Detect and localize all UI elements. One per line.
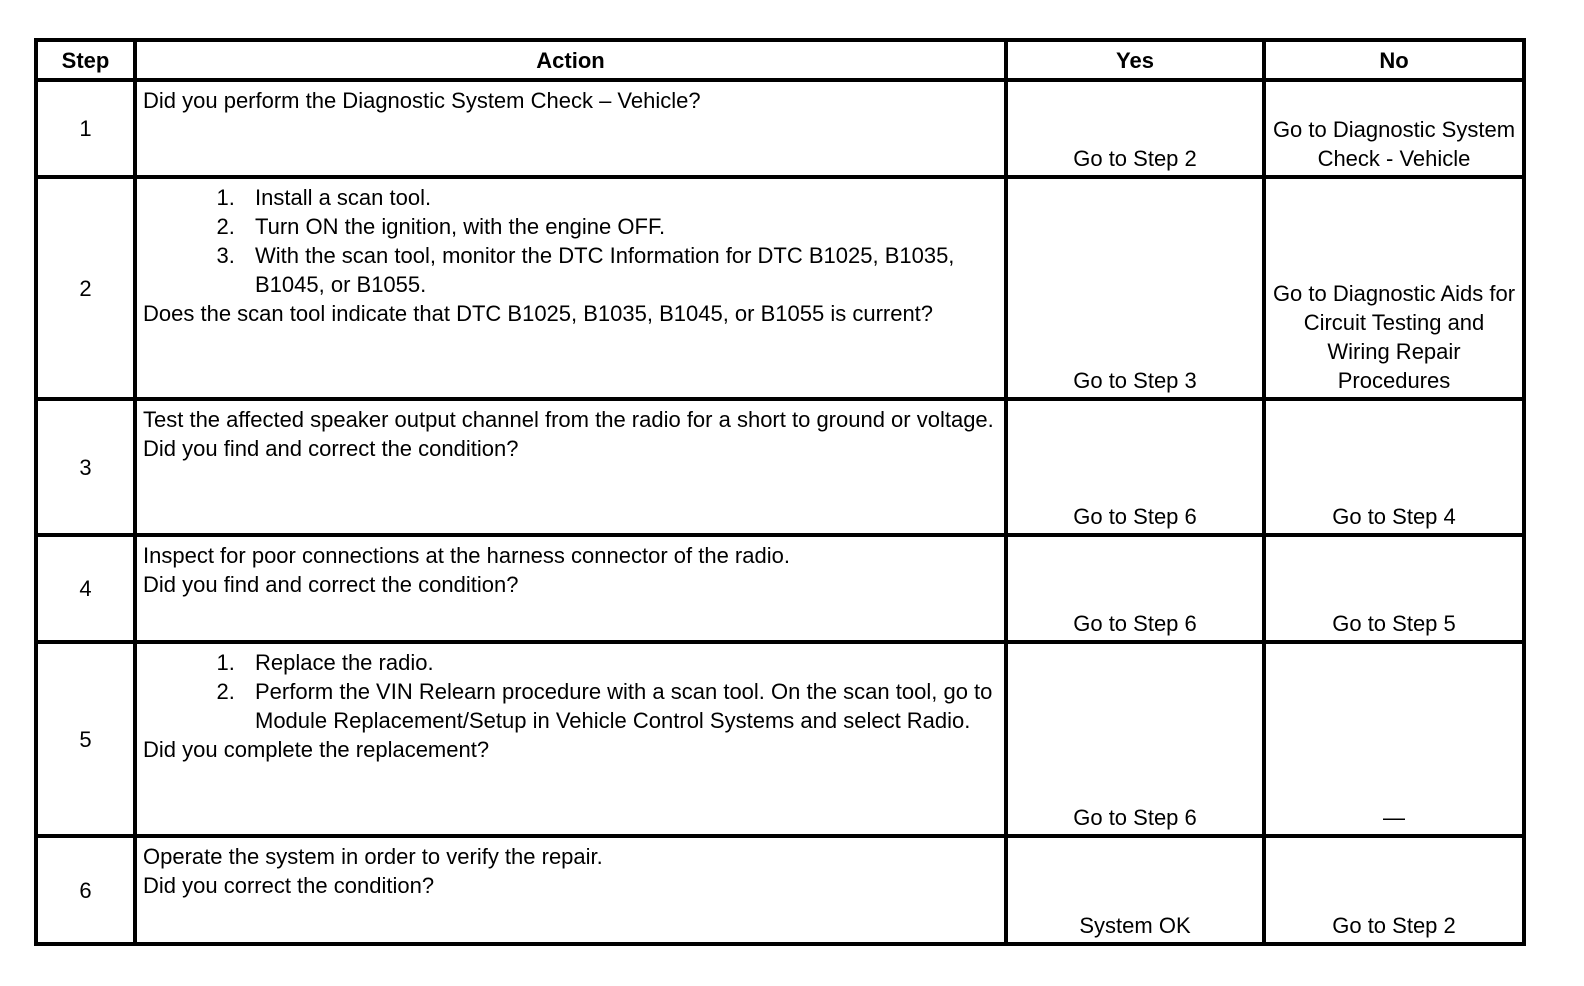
step-number: 2 [36,177,135,399]
procedure-item: 2. Perform the VIN Relearn procedure with a scan tool. On the scan tool, go to Module Replacement/Setup in Vehicle Control Systems and select Radio. [241,677,998,735]
procedure-item: 2. Turn ON the ignition, with the engine OFF. [241,212,998,241]
header-yes: Yes [1006,40,1264,80]
table-row [36,80,1524,177]
no-result: Go to Diagnostic Aids for Circuit Testing and Wiring Repair Procedures [1264,177,1524,399]
action-intro: Inspect for poor connections at the harness connector of the radio. [143,543,790,568]
action-intro: Did you perform the Diagnostic System Check – Vehicle? [143,88,701,113]
step-number: 3 [36,399,135,535]
yes-result: Go to Step 3 [1006,177,1264,399]
step-number: 1 [36,80,135,177]
yes-result: Go to Step 6 [1006,535,1264,642]
table-row [36,642,1524,836]
procedure-item: 3. With the scan tool, monitor the DTC Information for DTC B1025, B1035, B1045, or B1055. [241,241,998,299]
header-no: No [1264,40,1524,80]
no-result: Go to Diagnostic System Check - Vehicle [1264,80,1524,177]
action-question: Did you complete the replacement? [143,737,490,762]
action-question: Did you correct the condition? [143,873,435,898]
no-result: Go to Step 2 [1264,836,1524,944]
table-row [36,177,1524,399]
no-result: — [1264,642,1524,836]
action-cell [135,177,1006,399]
procedure-list [143,183,998,299]
table-row [36,535,1524,642]
action-intro: Test the affected speaker output channel from the radio for a short to ground or voltage. [143,407,994,432]
diagnostic-table [34,38,1526,946]
action-question: Does the scan tool indicate that DTC B1025, B1035, B1045, or B1055 is current? [143,301,934,326]
action-cell [135,642,1006,836]
header-row [36,40,1524,80]
step-number: 5 [36,642,135,836]
no-result: Go to Step 4 [1264,399,1524,535]
table-row [36,836,1524,944]
procedure-list [143,648,998,735]
action-cell [135,399,1006,535]
procedure-item: 1. Replace the radio. [241,648,998,677]
action-intro: Operate the system in order to verify the repair. [143,844,603,869]
yes-result: System OK [1006,836,1264,944]
table-row [36,399,1524,535]
no-result: Go to Step 5 [1264,535,1524,642]
action-cell [135,836,1006,944]
action-question: Did you find and correct the condition? [143,436,519,461]
step-number: 6 [36,836,135,944]
yes-result: Go to Step 2 [1006,80,1264,177]
action-question: Did you find and correct the condition? [143,572,519,597]
yes-result: Go to Step 6 [1006,399,1264,535]
header-step: Step [36,40,135,80]
yes-result: Go to Step 6 [1006,642,1264,836]
step-number: 4 [36,535,135,642]
action-cell [135,80,1006,177]
action-cell [135,535,1006,642]
header-action: Action [135,40,1006,80]
procedure-item: 1. Install a scan tool. [241,183,998,212]
